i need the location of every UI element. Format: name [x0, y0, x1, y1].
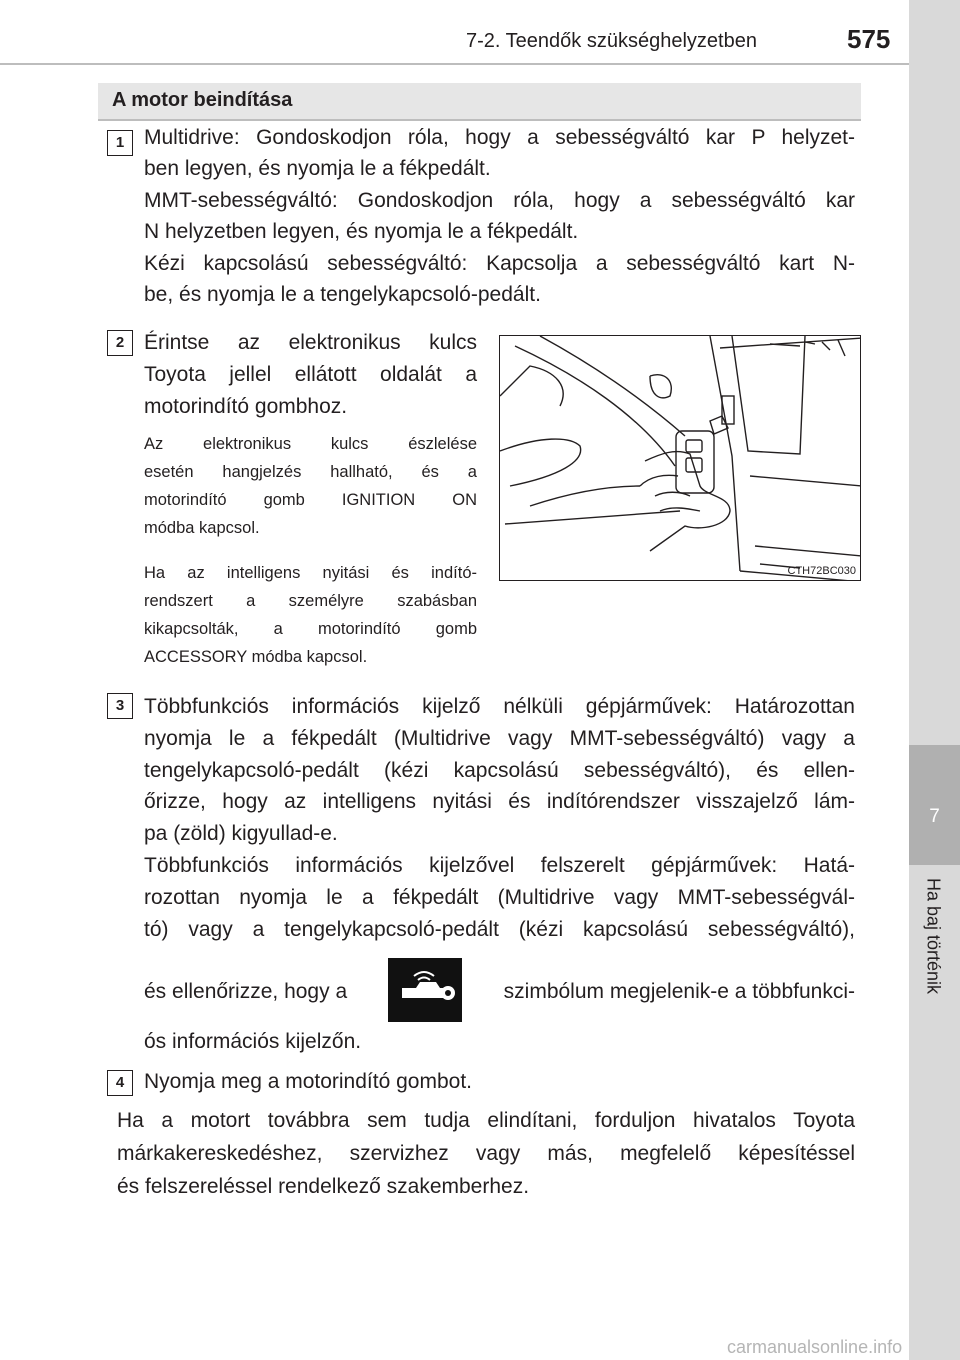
chapter-side-tab: [909, 0, 960, 1360]
header-divider: [0, 63, 909, 65]
key-indicator-icon: [388, 958, 462, 1022]
key-indicator-icon-graphic: [388, 958, 462, 1022]
step-1-text: Multidrive: Gondoskodjon róla, hogy a sebességváltó kar P helyzet- ben legyen, és nyomja le a fékpedált. MMT-sebességváltó: Gondoskodjon róla, hogy a sebességváltó kar N helyzetben legyen, és nyomja le a fékpedált. Kézi kapcsolású sebességváltó: Kapcsolja a sebességváltó kart N- be, és nyomja le a tengelykapcsoló-pedált.: [144, 126, 855, 307]
chapter-title: Ha baj történik: [923, 878, 944, 995]
section-title: A motor beindítása: [112, 89, 293, 111]
step-3-last-line: ós információs kijelzőn.: [144, 1030, 362, 1053]
illustration-key-to-start-button: [499, 335, 861, 581]
illustration-drawing: [500, 336, 861, 581]
step-3-text: Többfunkciós információs kijelző nélküli gépjárművek: Határozottan nyomja le a fékpedált (Multidrive vagy MMT-sebességváltó) vagy a tengelykapcsoló-pedált (kézi kapcsolású sebességváltó), és ellen- őrizze, hogy az intelligens nyitási és indítórendszer visszajelző lám- pa (zöld) kigyullad-e. Többfunkciós információs kijelzővel felszerelt gépjárművek: Hatá- rozottan nyomja le a fékpedált (Multidrive vagy MMT-sebességvál- tó) vagy a tengelykapcsoló-pedált (kézi kapcsolású sebességváltó),: [144, 695, 855, 941]
step-2-note-1: Az elektronikus kulcs észlelése esetén hangjelzés hallható, és a motorindító gomb IGNITION ON módba kapcsol.: [144, 435, 477, 537]
step-3-icon-line: és ellenőrizze, hogy a szimbólum megjelenik-e a többfunkci-: [144, 960, 855, 1024]
step-4-text: Nyomja meg a motorindító gombot.: [144, 1070, 472, 1093]
running-header: 7-2. Teendők szükséghelyzetben: [466, 30, 757, 52]
figure-code: CTH72BC030: [787, 565, 856, 577]
page-number: 575: [847, 24, 891, 54]
step-number-1: 1: [107, 130, 133, 156]
step-2-text: Érintse az elektronikus kulcs Toyota jellel ellátott oldalát a motorindító gombhoz.: [144, 331, 477, 418]
step-number-4: 4: [107, 1070, 133, 1096]
step-2-note-2: Ha az intelligens nyitási és indító- rendszert a személyre szabásban kikapcsolták, a motorindító gomb ACCESSORY módba kapcsol.: [144, 564, 477, 666]
chapter-number-box: [909, 745, 960, 865]
chapter-number: 7: [929, 806, 940, 827]
step-number-3: 3: [107, 693, 133, 719]
step-number-2: 2: [107, 330, 133, 356]
closing-paragraph: Ha a motort továbbra sem tudja elindítani, forduljon hivatalos Toyota márkakereskedéshez, szervizhez vagy más, megfelelő képesítéssel és felszereléssel rendelkező szakemberhez.: [117, 1109, 855, 1198]
section-title-bar: [98, 83, 861, 121]
watermark: carmanualsonline.info: [727, 1337, 903, 1357]
